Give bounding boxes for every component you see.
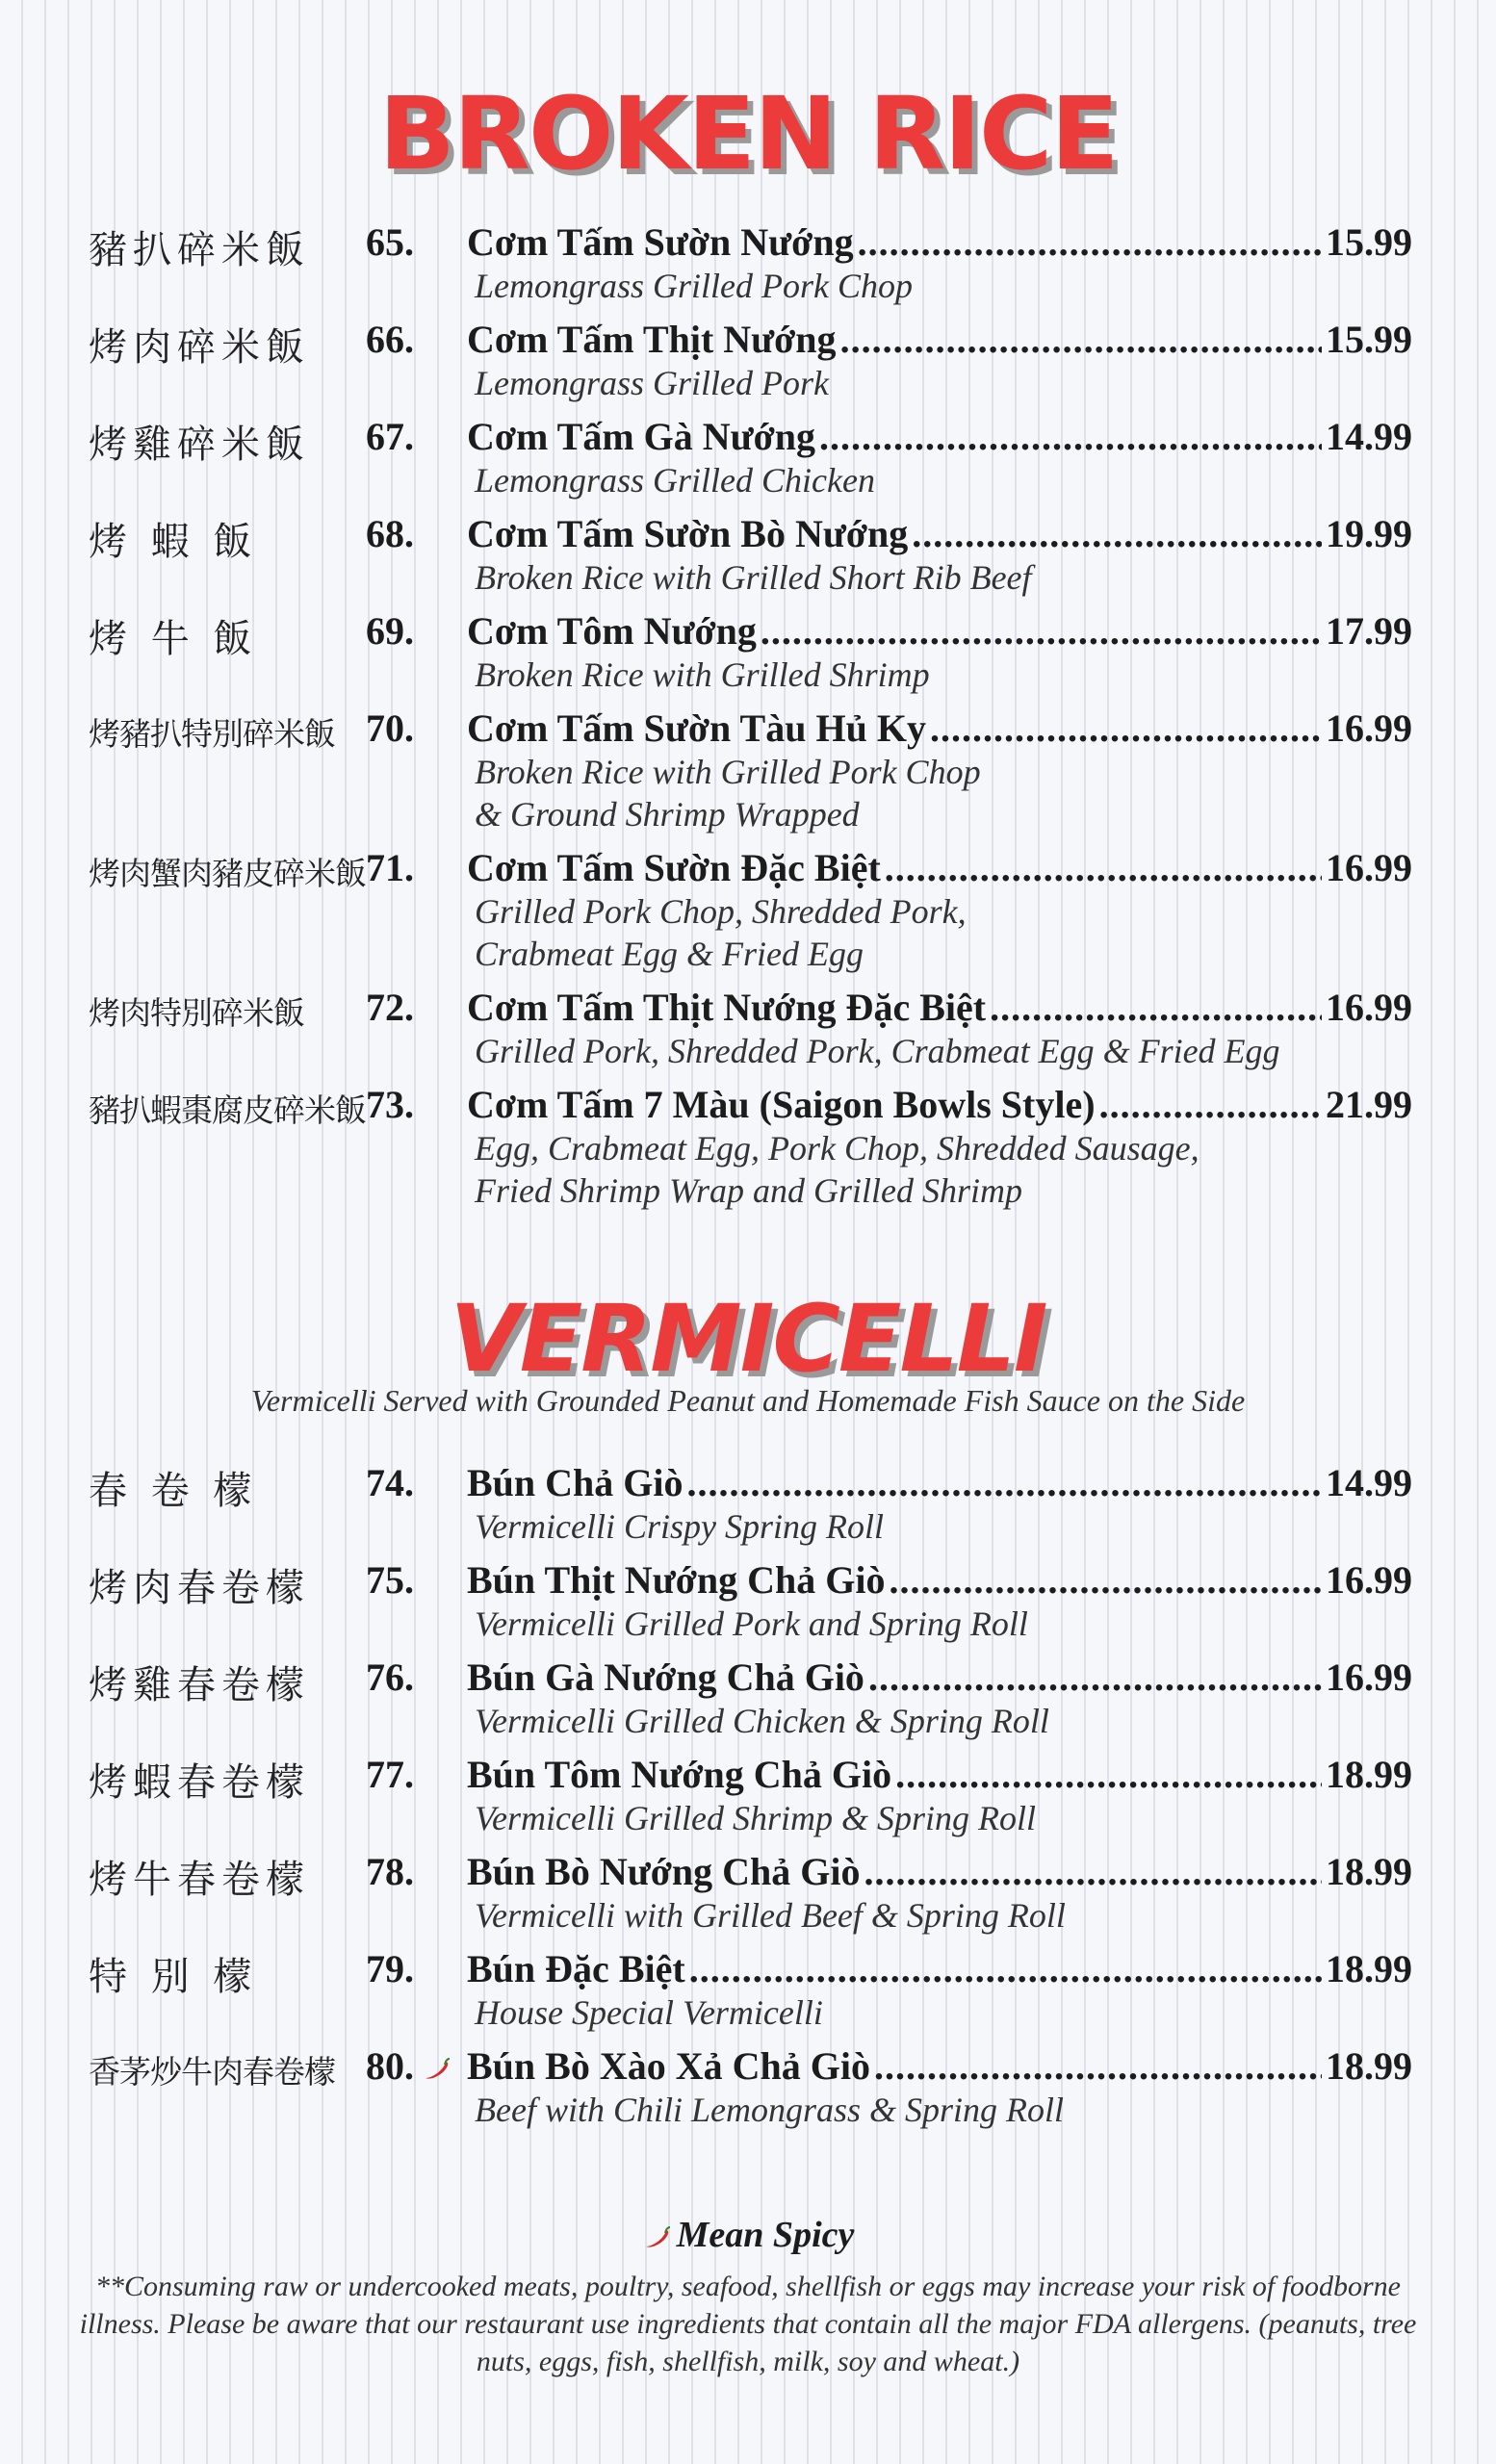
item-line	[467, 1557, 1412, 1603]
broken-rice-title: BROKEN RICE	[378, 75, 1118, 192]
item-price: 16.99	[1326, 986, 1412, 1029]
dot-leader	[1099, 1082, 1322, 1127]
item-description: Vermicelli with Grilled Beef & Spring Roll	[475, 1896, 1066, 1935]
chinese-name: 烤 蝦 飯	[89, 520, 258, 564]
dot-leader	[858, 219, 1322, 265]
item-price: 15.99	[1326, 220, 1412, 264]
item-description: Grilled Pork Chop, Shredded Pork, Crabmeat Egg & Fried Egg	[475, 892, 967, 973]
item-name: Bún Gà Nướng Chả Giò	[467, 1656, 864, 1699]
chinese-name: 豬扒碎米飯	[89, 228, 310, 272]
chili-pepper-icon	[422, 2057, 451, 2082]
item-number: 77.	[366, 1753, 414, 1796]
chinese-name: 烤肉春卷檬	[89, 1566, 310, 1610]
item-line	[467, 511, 1412, 556]
item-line	[467, 1849, 1412, 1894]
dot-leader	[895, 1752, 1322, 1797]
dot-leader	[864, 1849, 1323, 1894]
item-name: Bún Thịt Nướng Chả Giò	[467, 1558, 886, 1602]
item-description: Lemongrass Grilled Pork Chop	[475, 267, 914, 305]
chinese-name: 烤蝦春卷檬	[89, 1760, 310, 1805]
spicy-legend	[0, 2214, 1496, 2256]
item-number: 78.	[366, 1850, 414, 1893]
item-price: 19.99	[1326, 512, 1412, 555]
item-price: 16.99	[1326, 706, 1412, 750]
item-line	[467, 1082, 1412, 1127]
item-price: 18.99	[1326, 1753, 1412, 1796]
dot-leader	[874, 2043, 1322, 2089]
item-price: 18.99	[1326, 1947, 1412, 1990]
item-name: Cơm Tấm Thịt Nướng	[467, 318, 837, 361]
item-description: Vermicelli Grilled Chicken & Spring Roll	[475, 1702, 1049, 1740]
dot-leader	[840, 317, 1322, 362]
item-name: Bún Tôm Nướng Chả Giò	[467, 1753, 892, 1796]
item-name: Bún Chả Giò	[467, 1461, 684, 1504]
dot-leader	[868, 1655, 1322, 1700]
item-price: 14.99	[1326, 1461, 1412, 1504]
item-name: Cơm Tấm Sườn Nướng	[467, 220, 854, 264]
item-number: 70.	[366, 706, 414, 750]
item-line	[467, 1460, 1412, 1505]
chinese-name: 烤肉蟹肉豬皮碎米飯	[89, 855, 366, 892]
spicy-legend-label: Mean Spicy	[676, 2215, 855, 2255]
item-line	[467, 608, 1412, 654]
item-line	[467, 845, 1412, 890]
item-name: Cơm Tấm Gà Nướng	[467, 415, 816, 458]
item-name: Cơm Tấm Thịt Nướng Đặc Biệt	[467, 986, 987, 1029]
item-line	[467, 985, 1412, 1030]
item-price: 18.99	[1326, 2044, 1412, 2088]
dot-leader	[689, 1946, 1322, 1991]
item-description: Beef with Chili Lemongrass & Spring Roll	[475, 2091, 1065, 2129]
item-number: 68.	[366, 512, 414, 555]
item-name: Bún Bò Nướng Chả Giò	[467, 1850, 861, 1893]
chinese-name: 春 卷 檬	[89, 1469, 258, 1513]
item-price: 14.99	[1326, 415, 1412, 458]
item-line	[467, 1655, 1412, 1700]
item-description: Lemongrass Grilled Pork	[475, 364, 829, 402]
item-name: Bún Bò Xào Xả Chả Giò	[467, 2044, 870, 2088]
chinese-name: 香茅炒牛肉春卷檬	[89, 2053, 335, 2091]
item-line	[467, 317, 1412, 362]
vermicelli-subtitle: Vermicelli Served with Grounded Peanut and Homemade Fish Sauce on the Side	[250, 1383, 1246, 1418]
item-line	[467, 219, 1412, 265]
item-price: 18.99	[1326, 1850, 1412, 1893]
item-name: Cơm Tấm 7 Màu (Saigon Bowls Style)	[467, 1083, 1096, 1126]
chinese-name: 烤雞碎米飯	[89, 423, 310, 467]
item-number: 76.	[366, 1656, 414, 1699]
item-number: 79.	[366, 1947, 414, 1990]
item-number: 71.	[366, 846, 414, 889]
chinese-name: 烤牛春卷檬	[89, 1858, 310, 1902]
dot-leader	[889, 1557, 1322, 1603]
item-description: Broken Rice with Grilled Short Rib Beef	[475, 558, 1032, 597]
item-description: Broken Rice with Grilled Pork Chop & Ground Shrimp Wrapped	[475, 753, 981, 834]
item-price: 21.99	[1326, 1083, 1412, 1126]
item-description: Vermicelli Grilled Pork and Spring Roll	[475, 1604, 1028, 1643]
item-number: 75.	[366, 1558, 414, 1602]
dot-leader	[885, 845, 1322, 890]
chinese-name: 烤雞春卷檬	[89, 1663, 310, 1707]
item-name: Cơm Tấm Sườn Đặc Biệt	[467, 846, 881, 889]
item-description: Broken Rice with Grilled Shrimp	[475, 655, 930, 694]
item-description: Vermicelli Crispy Spring Roll	[475, 1507, 884, 1546]
item-name: Cơm Tấm Sườn Tàu Hủ Ky	[467, 706, 926, 750]
item-number: 80.	[366, 2044, 414, 2088]
item-price: 15.99	[1326, 318, 1412, 361]
item-line	[467, 414, 1412, 459]
item-number: 67.	[366, 415, 414, 458]
item-number: 73.	[366, 1083, 414, 1126]
item-name: Cơm Tấm Sườn Bò Nướng	[467, 512, 909, 555]
chinese-name: 烤肉碎米飯	[89, 325, 310, 370]
item-number: 65.	[366, 220, 414, 264]
item-name: Bún Đặc Biệt	[467, 1947, 685, 1990]
allergen-disclaimer: **Consuming raw or undercooked meats, poultry, seafood, shellfish or eggs may increase your risk of foodborne illness. Please be aware that our restaurant use ingredients that contain all the major FDA allergens. (peanuts, tree nuts, eggs, fish, shellfish, milk, soy and wheat.)	[79, 2271, 1417, 2377]
item-price: 16.99	[1326, 846, 1412, 889]
item-number: 72.	[366, 986, 414, 1029]
dot-leader	[819, 414, 1322, 459]
item-description: Egg, Crabmeat Egg, Pork Chop, Shredded Sausage, Fried Shrimp Wrap and Grilled Shrimp	[475, 1129, 1199, 1210]
item-description: House Special Vermicelli	[475, 1993, 823, 2032]
item-description: Vermicelli Grilled Shrimp & Spring Roll	[475, 1799, 1036, 1837]
dot-leader	[687, 1460, 1322, 1505]
chinese-name: 烤 牛 飯	[89, 617, 258, 661]
dot-leader	[912, 511, 1322, 556]
chinese-name: 烤肉特別碎米飯	[89, 994, 304, 1032]
item-number: 66.	[366, 318, 414, 361]
item-price: 16.99	[1326, 1558, 1412, 1602]
item-price: 16.99	[1326, 1656, 1412, 1699]
item-line	[467, 1752, 1412, 1797]
dot-leader	[930, 706, 1322, 751]
item-line	[467, 1946, 1412, 1991]
vermicelli-title: VERMICELLI	[450, 1285, 1046, 1393]
item-number: 69.	[366, 609, 414, 653]
chinese-name: 烤豬扒特別碎米飯	[89, 715, 335, 753]
item-number: 74.	[366, 1461, 414, 1504]
item-price: 17.99	[1326, 609, 1412, 653]
item-description: Lemongrass Grilled Chicken	[475, 461, 875, 500]
item-description: Grilled Pork, Shredded Pork, Crabmeat Egg & Fried Egg	[475, 1032, 1280, 1070]
chili-pepper-icon	[642, 2225, 671, 2250]
item-line	[467, 2043, 1412, 2089]
chinese-name: 特 別 檬	[89, 1955, 258, 1999]
dot-leader	[761, 608, 1322, 654]
item-name: Cơm Tôm Nướng	[467, 609, 757, 653]
dot-leader	[990, 985, 1322, 1030]
item-line	[467, 706, 1412, 751]
chinese-name: 豬扒蝦棗腐皮碎米飯	[89, 1091, 366, 1129]
